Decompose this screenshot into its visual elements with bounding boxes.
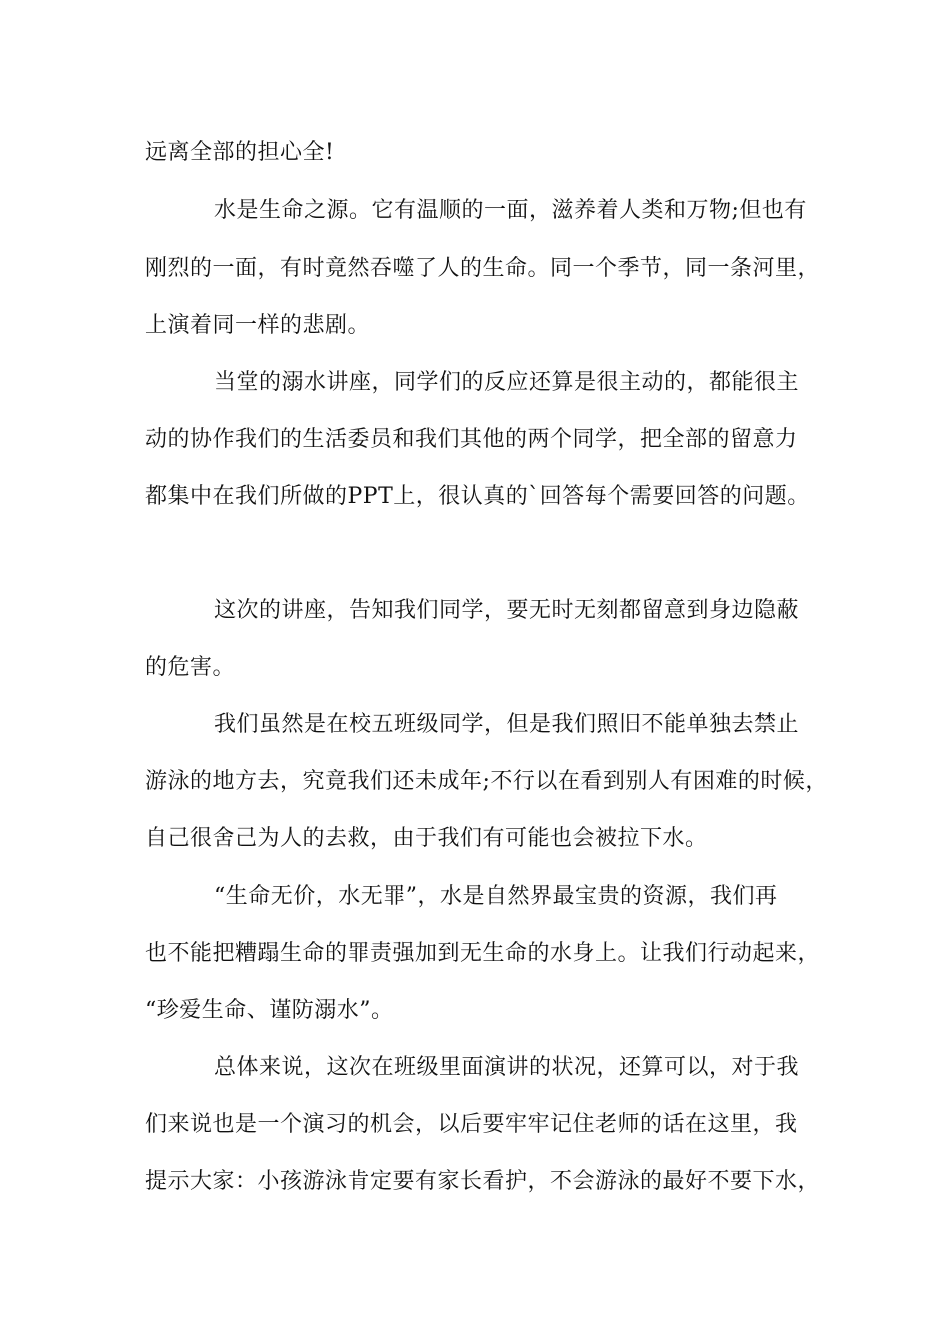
text-line: 总体来说，这次在班级里面演讲的状况，还算可以，对于我	[214, 1055, 800, 1080]
text-line: “生命无价，水无罪”，水是自然界最宝贵的资源，我们再	[214, 884, 778, 909]
text-line: 自己很舍己为人的去救，由于我们有可能也会被拉下水。	[145, 826, 708, 851]
text-line: 水是生命之源。它有温顺的一面，滋养着人类和万物;但也有	[214, 198, 807, 223]
text-line: 的危害。	[145, 655, 236, 680]
text-line: 也不能把糟蹋生命的罪责强加到无生命的水身上。让我们行动起来，	[145, 941, 821, 966]
text-line: 当堂的溺水讲座，同学们的反应还算是很主动的，都能很主	[214, 370, 800, 395]
text-line: 上演着同一样的悲剧。	[145, 313, 371, 338]
text-line: 游泳的地方去，究竟我们还未成年;不行以在看到别人有困难的时候，	[145, 769, 828, 794]
text-line: 我们虽然是在校五班级同学，但是我们照旧不能单独去禁止	[214, 712, 800, 737]
text-line: 都集中在我们所做的PPT上，很认真的`回答每个需要回答的问题。	[145, 484, 810, 509]
text-line: 们来说也是一个演习的机会，以后要牢牢记住老师的话在这里，我	[145, 1112, 798, 1137]
text-line: 动的协作我们的生活委员和我们其他的两个同学，把全部的留意力	[145, 427, 798, 452]
text-line: 这次的讲座，告知我们同学，要无时无刻都留意到身边隐蔽	[214, 598, 800, 623]
text-line: 远离全部的担心全!	[145, 140, 335, 165]
text-line: “珍爱生命、谨防溺水”。	[145, 998, 394, 1023]
text-line: 提示大家：小孩游泳肯定要有家长看护，不会游泳的最好不要下水，	[145, 1169, 821, 1194]
text-line: 刚烈的一面，有时竟然吞噬了人的生命。同一个季节，同一条河里，	[145, 256, 821, 281]
